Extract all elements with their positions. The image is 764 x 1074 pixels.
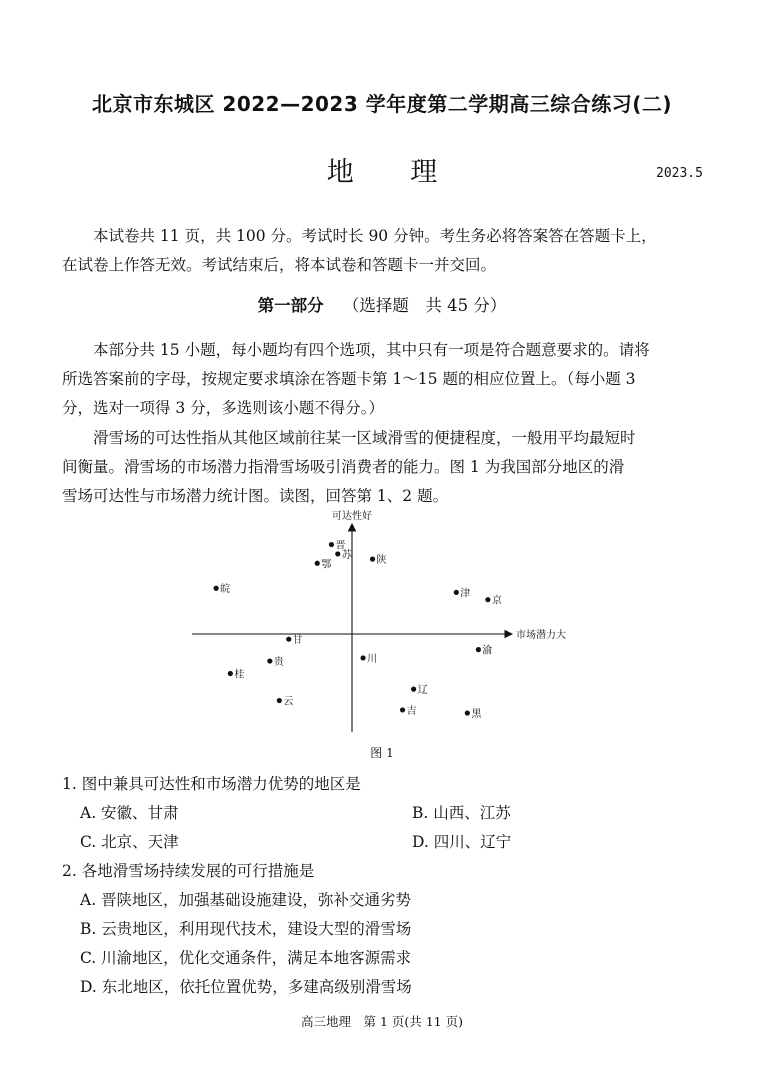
question-1-option-a: A. 安徽、甘肃	[80, 804, 179, 822]
passage-line-3: 雪场可达性与市场潜力统计图。读图，回答第 1、2 题。	[62, 487, 449, 505]
exam-title: 北京市东城区 2022—2023 学年度第二学期高三综合练习(二)	[91, 92, 673, 116]
question-1-stem: 1. 图中兼具可达性和市场潜力优势的地区是	[62, 775, 361, 793]
page-footer: 高三地理 第 1 页(共 11 页)	[300, 1014, 463, 1029]
scatter-point-marker	[360, 655, 365, 660]
scatter-point-marker	[411, 687, 416, 692]
scatter-point	[476, 644, 493, 657]
scatter-point-label: 贵	[273, 657, 284, 669]
instructions-line-1: 本试卷共 11 页，共 100 分。考试时长 90 分钟。考生务必将答案答在答题卡上，	[93, 227, 657, 245]
scatter-point	[315, 558, 332, 570]
section-heading	[0, 292, 764, 316]
scatter-point-label: 津	[460, 588, 471, 600]
question-1-option-d: D. 四川、辽宁	[412, 833, 512, 851]
scatter-point	[485, 594, 502, 607]
scatter-point	[360, 653, 377, 665]
subject-title: 地 理	[326, 157, 462, 188]
scatter-point-marker	[277, 698, 282, 703]
question-2-stem: 2. 各地滑雪场持续发展的可行措施是	[62, 862, 315, 880]
y-axis-label: 可达性好	[332, 511, 372, 522]
scatter-point-label: 鄂	[321, 559, 332, 571]
scatter-points	[214, 540, 502, 720]
scatter-point	[267, 655, 285, 668]
passage-line-1: 滑雪场的可达性指从其他区域前往某一区域滑雪的便捷程度，一般用平均最短时	[93, 429, 636, 447]
scatter-point	[454, 586, 471, 599]
scatter-point	[277, 696, 294, 708]
scatter-point-marker	[329, 542, 334, 547]
scatter-point-marker	[228, 671, 233, 676]
scatter-point	[411, 684, 428, 696]
figure-caption: 图 1	[370, 746, 394, 760]
scatter-point	[286, 633, 303, 646]
scatter-point-marker	[400, 707, 405, 712]
scatter-point-label: 晋	[335, 540, 346, 552]
question-2-option-a: A. 晋陕地区，加强基础设施建设，弥补交通劣势	[80, 891, 412, 909]
passage-line-2: 间衡量。滑雪场的市场潜力指滑雪场吸引消费者的能力。图 1 为我国部分地区的滑	[62, 458, 625, 476]
scatter-point-label: 京	[491, 595, 502, 607]
scatter-point	[370, 553, 387, 566]
scatter-point-marker	[476, 647, 481, 652]
section-title: 第一部分	[257, 296, 324, 315]
figure-1-scatter-chart	[180, 508, 600, 740]
scatter-point-marker	[370, 557, 375, 562]
section-desc-line-1: 本部分共 15 小题，每小题均有四个选项，其中只有一项是符合题意要求的。请将	[93, 341, 650, 359]
question-1-option-c: C. 北京、天津	[80, 833, 179, 851]
scatter-point-label: 桂	[234, 669, 245, 681]
question-1-option-b: B. 山西、江苏	[412, 804, 511, 822]
scatter-point	[400, 704, 417, 717]
scatter-point-label: 陕	[376, 555, 387, 567]
question-2-option-b: B. 云贵地区，利用现代技术，建设大型的滑雪场	[80, 920, 412, 938]
scatter-point-marker	[335, 551, 340, 556]
scatter-point-label: 吉	[406, 705, 417, 717]
scatter-point-label: 渝	[482, 645, 493, 657]
scatter-point-marker	[286, 637, 291, 642]
scatter-point-label: 川	[367, 653, 378, 665]
scatter-point	[228, 668, 245, 681]
section-subtitle: （选择题 共 45 分）	[342, 296, 507, 315]
scatter-point-marker	[214, 586, 219, 591]
scatter-point-marker	[485, 597, 490, 602]
scatter-point	[465, 708, 483, 720]
scatter-point-marker	[267, 658, 272, 663]
scatter-point	[214, 582, 231, 595]
scatter-point-label: 辽	[417, 685, 428, 697]
scatter-point-label: 苏	[341, 549, 352, 561]
scatter-point-label: 甘	[292, 635, 303, 647]
scatter-point-label: 皖	[220, 584, 231, 596]
scatter-point-label: 黑	[471, 709, 482, 721]
x-axis-label: 市场潜力大	[516, 630, 566, 641]
section-desc-line-2: 所选答案前的字母，按规定要求填涂在答题卡第 1～15 题的相应位置上。（每小题 3	[62, 370, 636, 388]
question-2-option-d: D. 东北地区，依托位置优势，多建高级别滑雪场	[80, 978, 412, 996]
scatter-point-marker	[315, 561, 320, 566]
scatter-point-marker	[454, 590, 459, 595]
instructions-line-2: 在试卷上作答无效。考试结束后，将本试卷和答题卡一并交回。	[62, 256, 497, 274]
question-2-option-c: C. 川渝地区，优化交通条件，满足本地客源需求	[80, 949, 412, 967]
scatter-point-label: 云	[283, 696, 294, 708]
scatter-point-marker	[465, 710, 470, 715]
section-desc-line-3: 分，选对一项得 3 分，多选则该小题不得分。）	[62, 399, 384, 417]
exam-date: 2023.5	[656, 166, 703, 181]
